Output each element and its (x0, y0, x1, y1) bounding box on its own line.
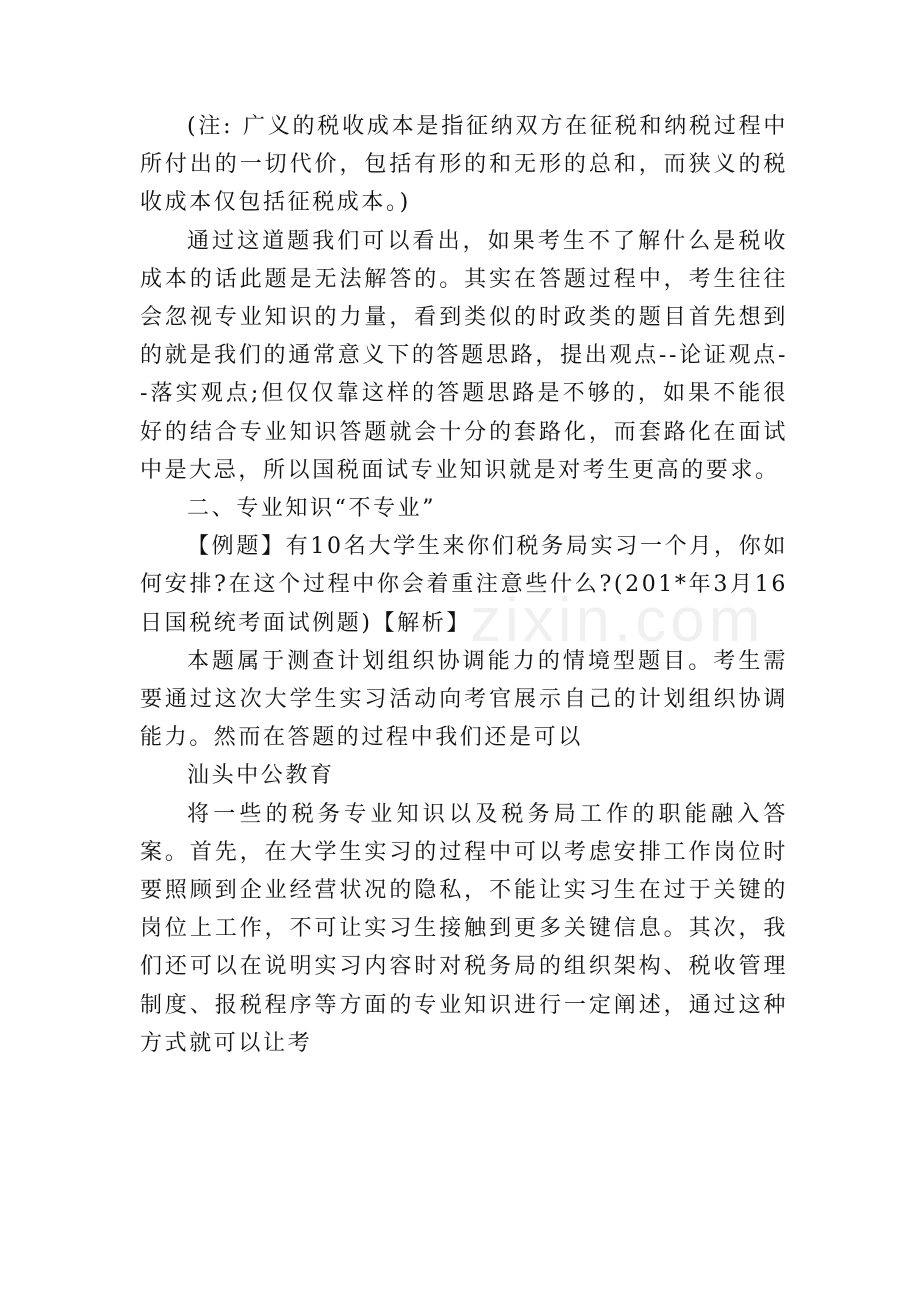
document-body (140, 108, 788, 1063)
source-line: 汕头中公教育 (187, 763, 335, 789)
answer-paragraph: 将一些的税务专业知识以及税务局工作的职能融入答案。首先，在大学生实习的过程中可以考虑安排工作岗位时要照顾到企业经营状况的隐私，不能让实习生在过于关键的岗位上工作，不可让实习生接触到更多关键信息。其次，我们还可以在说明实习内容时对税务局的组织架构、税收管理制度、报税程序等方面的专业知识进行一定阐述，通过这种方式就可以让考 (140, 801, 788, 1056)
example-question-paragraph: 【例题】有10名大学生来你们税务局实习一个月，你如何安排?在这个过程中你会着重注意些什么?(201*年3月16日国税统考面试例题)【解析】 (140, 534, 788, 636)
analysis-paragraph: 通过这道题我们可以看出，如果考生不了解什么是税收成本的话此题是无法解答的。其实在答题过程中，考生往往会忽视专业知识的力量，看到类似的时政类的题目首先想到的就是我们的通常意义下的答题思路，提出观点--论证观点--落实观点;但仅仅靠这样的答题思路是不够的，如果不能很好的结合专业知识答题就会十分的套路化，而套路化在面试中是大忌，所以国税面试专业知识就是对考生更高的要求。 (140, 228, 788, 483)
watermark-text: zixin.com (470, 586, 765, 655)
section-heading: 二、专业知识“不专业” (187, 496, 437, 522)
note-paragraph: (注: 广义的税收成本是指征纳双方在征税和纳税过程中所付出的一切代价，包括有形的和无形的总和，而狭义的税收成本仅包括征税成本。) (140, 114, 788, 216)
question-analysis-paragraph: 本题属于测查计划组织协调能力的情境型题目。考生需要通过这次大学生实习活动向考官展示自己的计划组织协调能力。然而在答题的过程中我们还是可以 (140, 648, 788, 751)
